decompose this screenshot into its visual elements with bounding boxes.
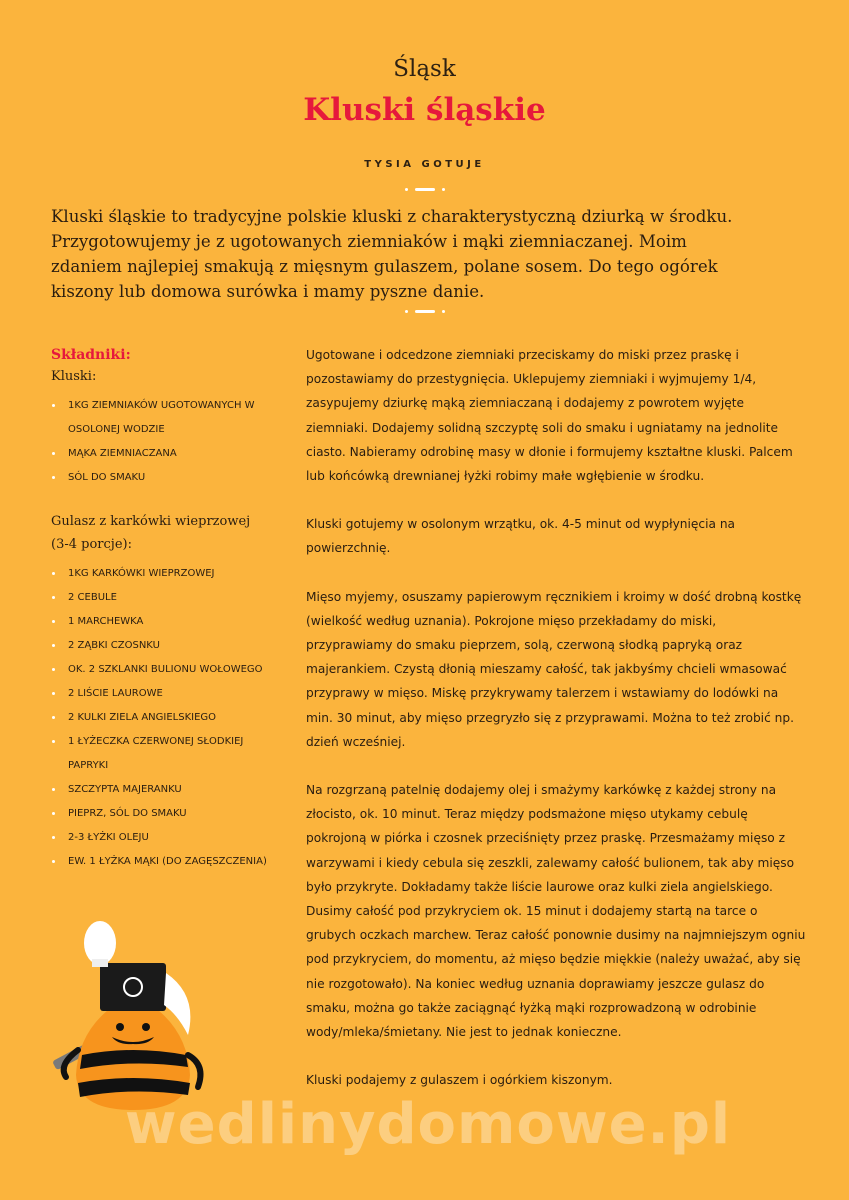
author-label: TYSIA GOTUJE	[364, 159, 485, 170]
ingredient-item: 2 ZĄBKI CZOSNKU	[51, 634, 301, 658]
ingredient-item: SZCZYPTA MAJERANKU	[51, 778, 301, 802]
miner-mascot-icon	[38, 915, 228, 1115]
ingredient-item: OK. 2 SZKLANKI BULIONU WOŁOWEGO	[51, 658, 301, 682]
ingredient-list-kluski	[51, 394, 301, 490]
ingredient-item: 2 CEBULE	[51, 586, 301, 610]
ingredients-column	[51, 345, 301, 874]
ingredient-item: SÓL DO SMAKU	[51, 466, 301, 490]
ingredient-group-title: Kluski:	[51, 369, 97, 384]
instruction-step: Ugotowane i odcedzone ziemniaki przeciskamy do miski przez praskę i pozostawiamy do przestygnięcia. Uklepujemy ziemniaki i wyjmujemy 1/4, zasypujemy dziurkę mąką ziemniaczaną i dodajemy z powrotem wyjęte ziemniaki. Dodajemy solidną szczyptę soli do smaku i ugniatamy na jednolite ciasto. Nabieramy odrobinę masy w dłonie i formujemy kształtne kluski. Palcem lub końcówką drewnianej łyżki robimy małe wgłębienie w środku.	[306, 348, 793, 484]
ingredient-group-title: Gulasz z karkówki wieprzowej (3-4 porcje):	[51, 514, 251, 552]
ingredient-item: 2 LIŚCIE LAUROWE	[51, 682, 301, 706]
instruction-step: Kluski gotujemy w osolonym wrzątku, ok. 4-5 minut od wypłynięcia na powierzchnię.	[306, 517, 736, 556]
ingredient-item: 2-3 ŁYŻKI OLEJU	[51, 826, 301, 850]
ingredient-item: MĄKA ZIEMNIACZANA	[51, 442, 301, 466]
instruction-step: Mięso myjemy, osuszamy papierowym ręcznikiem i kroimy w dość drobną kostkę (wielkość według uznania). Pokrojone mięso przekładamy do miski, przyprawiamy do smaku pieprzem, solą, czerwoną słodką papryką oraz majerankiem. Czystą dłonią mieszamy całość, tak jakbyśmy chcieli wmasować przyprawy w mięso. Miskę przykrywamy talerzem i wstawiamy do lodówki na min. 30 minut, aby mięso przegryzło się z przyprawami. Można to też zrobić np. dzień wcześniej.	[306, 589, 802, 749]
watermark-text: wedlinydomowe.pl	[124, 1092, 732, 1157]
region-heading: Śląsk	[393, 56, 456, 82]
ingredient-item: 1KG ZIEMNIAKÓW UGOTOWANYCH W OSOLONEJ WODZIE	[51, 394, 258, 442]
recipe-title: Kluski śląskie	[303, 92, 546, 128]
ingredients-heading: Składniki:	[51, 347, 131, 363]
instruction-step: Na rozgrzaną patelnię dodajemy olej i smażymy karkówkę z każdej strony na złocisto, ok. 10 minut. Teraz między podsmażone mięso utykamy cebulę pokrojoną w piórka i czosnek przeciśnięty przez praskę. Przesmażamy mięso z warzywami i kiedy cebula się zeszkli, zalewamy całość bulionem, tak aby mięso było przykryte. Dokładamy także liście laurowe oraz kulki ziela angielskiego. Dusimy całość pod przykryciem ok. 15 minut i dodajemy startą na tarce o grubych oczkach marchew. Teraz całość ponownie dusimy na najmniejszym ogniu pod przykryciem, do momentu, aż mięso będzie miękkie (należy uważać, aby się nie rozgotowało). Na koniec według uznania doprawiamy jeszcze gulasz do smaku, można go także zaciągnąć łyżką mąki rozprowadzoną w odrobinie wody/mleka/śmietany. Nie jest to jednak konieczne.	[306, 783, 806, 1040]
intro-text: Kluski śląskie to tradycyjne polskie kluski z charakterystyczną dziurką w środku. Przygotowujemy je z ugotowanych ziemniaków i mąki ziemniaczanej. Moim zdaniem najlepiej smakują z mięsnym gulaszem, polane sosem. Do tego ogórek kiszony lub domowa surówka i mamy pyszne danie.	[51, 207, 733, 301]
ingredient-item: 1 MARCHEWKA	[51, 610, 301, 634]
ingredient-item: PIEPRZ, SÓL DO SMAKU	[51, 802, 301, 826]
ingredient-item: 2 KULKI ZIELA ANGIELSKIEGO	[51, 706, 301, 730]
instruction-step: Kluski podajemy z gulaszem i ogórkiem kiszonym.	[306, 1073, 613, 1088]
ingredient-list-gulasz	[51, 562, 301, 874]
ingredient-item: EW. 1 ŁYŻKA MĄKI (DO ZAGĘSZCZENIA)	[51, 850, 301, 874]
ingredient-item: 1 ŁYŻECZKA CZERWONEJ SŁODKIEJ PAPRYKI	[51, 730, 273, 778]
instructions-column	[306, 343, 806, 1116]
intro-section	[51, 204, 751, 304]
divider-bottom	[405, 310, 445, 314]
ingredient-item: 1KG KARKÓWKI WIEPRZOWEJ	[51, 562, 301, 586]
divider-top	[405, 188, 445, 192]
